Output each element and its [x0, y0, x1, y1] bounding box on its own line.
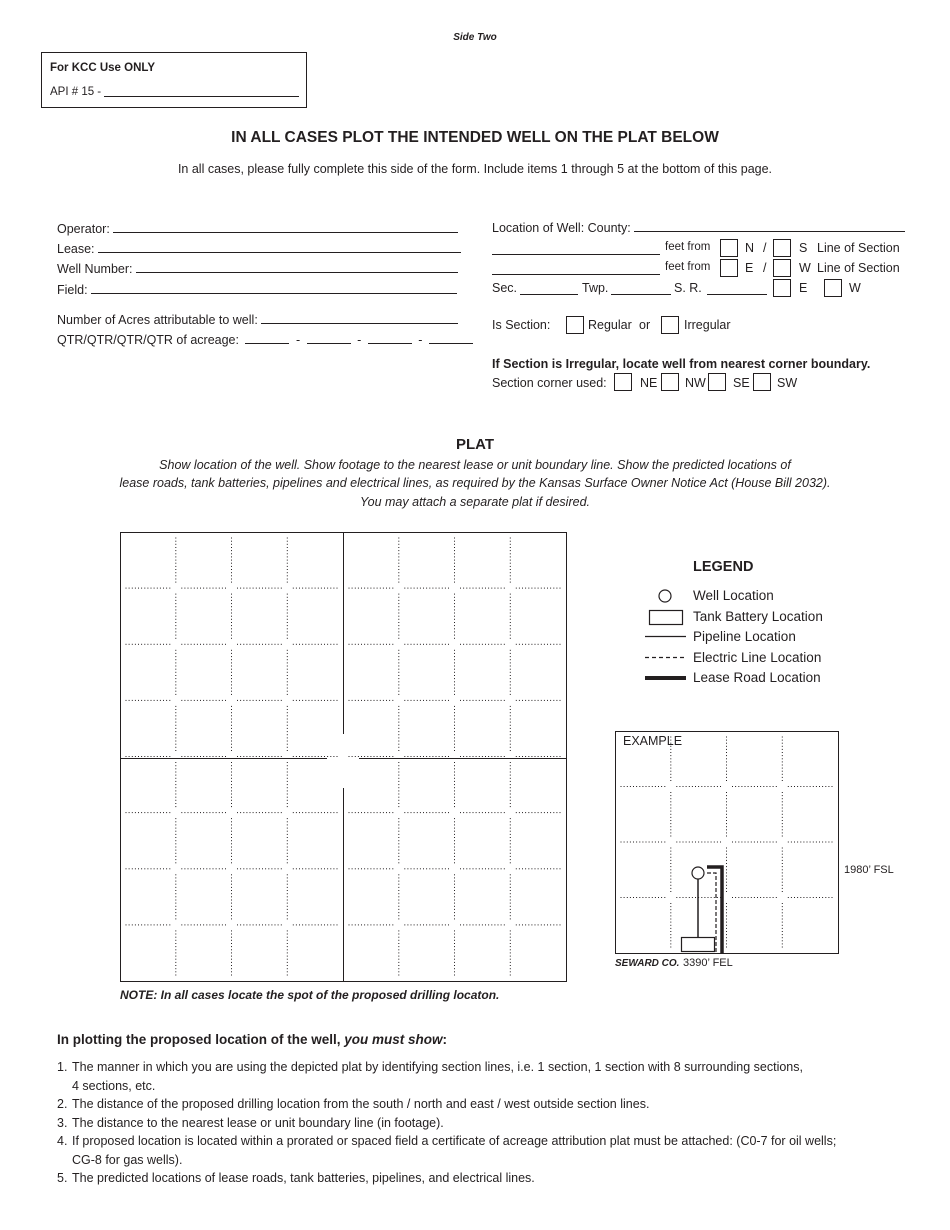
- main-title: IN ALL CASES PLOT THE INTENDED WELL ON THE PLAT BELOW: [231, 129, 719, 146]
- plat-note: NOTE: In all cases locate the spot of the proposed drilling locaton.: [120, 988, 500, 1002]
- is-section-label: Is Section:: [492, 318, 551, 332]
- list-number: 5.: [57, 1171, 68, 1185]
- list-text: The manner in which you are using the depicted plat by identifying section lines, i.e. 1 section, 1 section with 8 surrounding sections,: [72, 1060, 803, 1074]
- ns-feet-from-label: feet from: [665, 241, 711, 253]
- example-dotted-lines: [621, 737, 833, 948]
- legend-tank-battery: Tank Battery Location: [693, 609, 823, 624]
- sw-label: SW: [777, 376, 798, 390]
- example-county: SEWARD CO.: [615, 958, 680, 969]
- w-label: W: [799, 261, 811, 275]
- ew-feet-from-label: feet from: [665, 261, 711, 273]
- list-text: If proposed location is located within a prorated or spaced field a certificate of acreage attribution plat must be attached: (C0-7 for oil wells;: [72, 1134, 837, 1148]
- list-item: [57, 1169, 836, 1188]
- sec-label: Sec.: [492, 281, 518, 295]
- list-number: 1.: [57, 1060, 68, 1074]
- twp-label: Twp.: [582, 281, 609, 295]
- location-county-label: Location of Well: County:: [492, 221, 631, 235]
- list-item-continued: [57, 1077, 836, 1096]
- s-label: S: [799, 241, 808, 255]
- legend-electric-line: Electric Line Location: [693, 650, 822, 665]
- list-text: CG-8 for gas wells).: [72, 1152, 183, 1167]
- qtr-dash: -: [418, 333, 423, 347]
- list-number: 3.: [57, 1115, 68, 1130]
- se-label: SE: [733, 376, 750, 390]
- plat-desc-line-2: lease roads, tank batteries, pipelines and electrical lines, as required by the Kansas Surface Owner Notice Act (House Bill 2032).: [119, 476, 831, 490]
- qtr-dash: -: [357, 333, 362, 347]
- ns-slash: /: [763, 241, 767, 255]
- or-label: or: [639, 318, 651, 332]
- legend-well-location: Well Location: [693, 588, 774, 603]
- well-number-label: Well Number:: [57, 262, 133, 276]
- list-text: The predicted locations of lease roads, tank batteries, pipelines, and electrical lines.: [72, 1171, 535, 1185]
- range-e-label: E: [799, 281, 808, 295]
- legend-title: LEGEND: [693, 559, 754, 575]
- n-label: N: [745, 241, 755, 255]
- ns-line-of-section-label: Line of Section: [817, 241, 900, 255]
- list-text: 4 sections, etc.: [72, 1078, 156, 1093]
- qtr-dash: -: [295, 333, 301, 347]
- side-label: Side Two: [453, 32, 497, 43]
- kcc-title: For KCC Use ONLY: [50, 62, 156, 74]
- ew-line-of-section-label: Line of Section: [817, 261, 900, 275]
- nw-label: NW: [685, 376, 706, 390]
- list-item: [57, 1114, 836, 1133]
- corner-used-label: Section corner used:: [492, 376, 607, 390]
- regular-label: Regular: [588, 318, 632, 332]
- legend-pipeline: Pipeline Location: [693, 629, 796, 644]
- instruction-text: In all cases, please fully complete this side of the form. Include items 1 through 5 at the bottom of this page.: [177, 162, 773, 176]
- api-label: API # 15 -: [50, 86, 102, 98]
- example-label: EXAMPLE: [623, 734, 683, 748]
- lease-label: Lease:: [57, 242, 95, 256]
- ew-slash: /: [763, 261, 767, 275]
- list-text: The distance to the nearest lease or unit boundary line (in footage).: [72, 1115, 444, 1130]
- example-fel: 3390’ FEL: [683, 957, 733, 969]
- plat-title: PLAT: [455, 436, 495, 453]
- field-label: Field:: [57, 283, 88, 297]
- acres-label: Number of Acres attributable to well:: [57, 313, 258, 327]
- legend-lease-road: Lease Road Location: [693, 670, 821, 685]
- example-fsl: 1980’ FSL: [844, 864, 894, 876]
- bottom-heading: [57, 1032, 447, 1047]
- plat-desc-line-3: You may attach a separate plat if desired.: [360, 495, 590, 509]
- list-text: The distance of the proposed drilling location from the south / north and east / west outside section lines.: [72, 1097, 650, 1111]
- ne-label: NE: [640, 376, 658, 390]
- irregular-note: If Section is Irregular, locate well from nearest corner boundary.: [492, 357, 871, 371]
- plat-desc-line-1: Show location of the well. Show footage to the nearest lease or unit boundary line. Show the predicted locations of: [159, 458, 791, 472]
- list-number: 2.: [57, 1097, 68, 1111]
- example-well-icon: [692, 867, 704, 879]
- bottom-list: [57, 1058, 836, 1188]
- operator-label: Operator:: [57, 222, 110, 236]
- range-w-label: W: [849, 281, 861, 295]
- qtr-label: QTR/QTR/QTR/QTR of acreage:: [57, 333, 239, 347]
- list-item-continued: [57, 1151, 836, 1170]
- bottom-heading-text: In plotting the proposed location of the well,: [57, 1032, 345, 1047]
- list-item: [57, 1058, 836, 1077]
- bottom-heading-colon: :: [442, 1032, 448, 1047]
- e-label: E: [745, 261, 754, 275]
- list-number: 4.: [57, 1134, 68, 1148]
- bottom-heading-italic: you must show: [344, 1032, 443, 1047]
- example-tank-battery-icon: [682, 938, 715, 952]
- list-item: [57, 1095, 836, 1114]
- sr-label: S. R.: [674, 281, 702, 295]
- irregular-label: Irregular: [684, 318, 731, 332]
- list-item: [57, 1132, 836, 1151]
